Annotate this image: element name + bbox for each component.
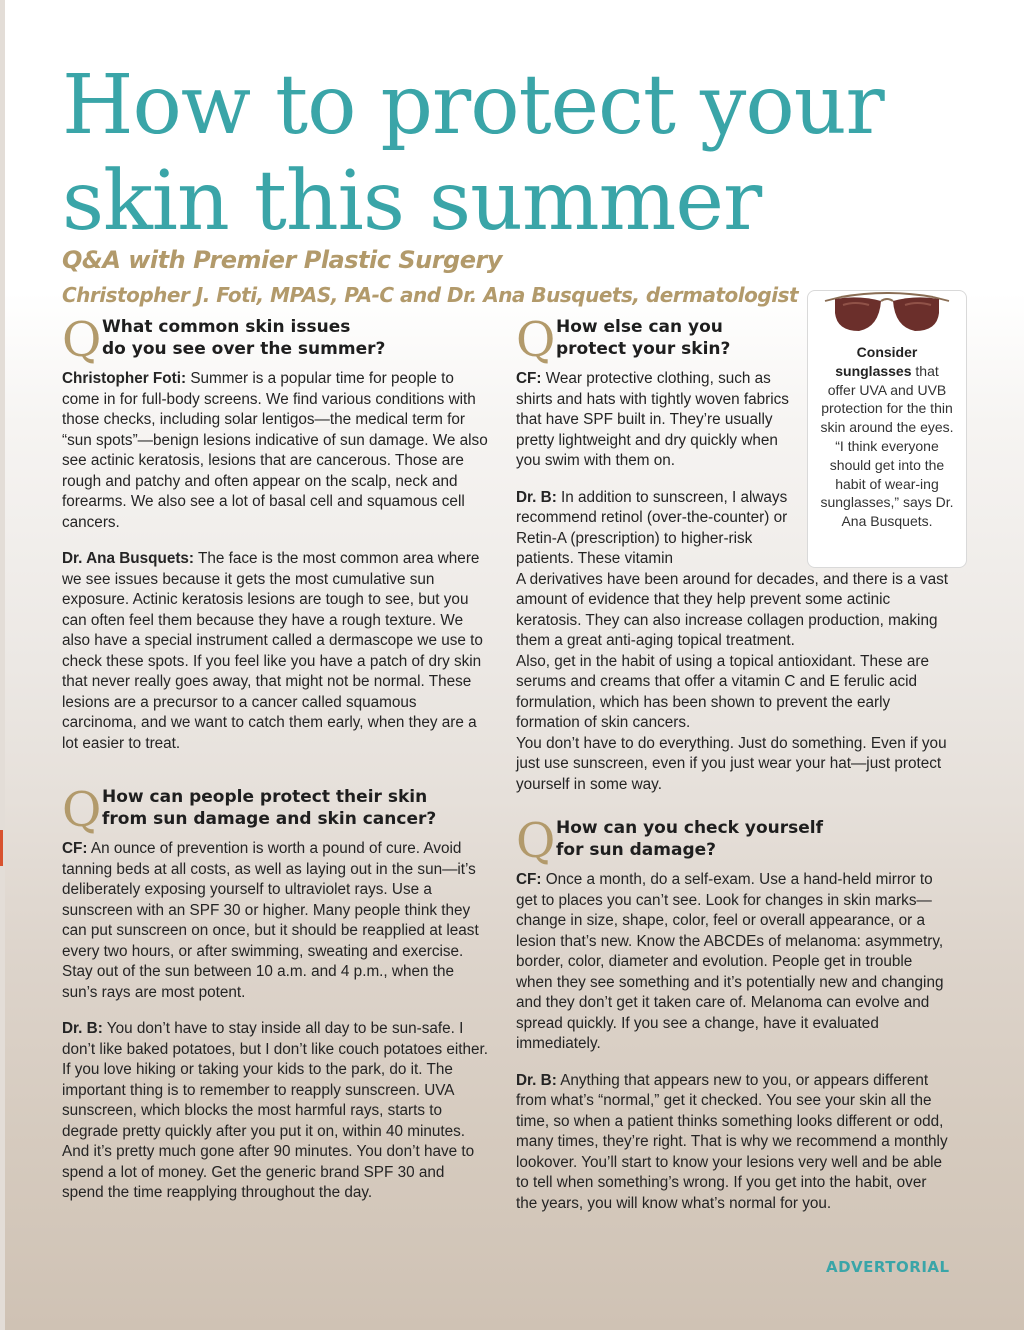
answer-text: You don’t have to stay inside all day to be sun-safe. I don’t like baked potatoes, but I don’t like couch potatoes either. If you love hiking or taking your kids to the park, do it. The important thing is to remember to reapply sunscreen. UVA sunscreen, which blocks the most harmful rays, starts to degrade pretty quickly after you put it on, within 40 minutes. And it’s pretty much gone after 90 minutes. You don’t have to spend a lot of money. Get the generic brand SPF 30 and spend the time reapplying throughout the day.: [62, 1020, 489, 1201]
answer-text: Anything that appears new to you, or appears different from what’s “normal,” get it checked. You see your skin all the time, so when a patient thinks something looks different or odd, many times, they’re right. That is why we recommend a monthly lookover. You’ll start to know your lesions very well and be able to tell when something’s wrong. If you get into the habit, over the years, you will know what’s normal for you.: [516, 1071, 948, 1212]
answer-paragraph: [516, 1071, 948, 1215]
callout-body: that offer UVA and UVB protection for the thin skin around the eyes. “I think everyone should get into the habit of wear-ing sunglasses,” says Dr. Ana Busquets.: [820, 362, 954, 530]
answer-paragraph: Also, get in the habit of using a topical antioxidant. These are serums and creams that offer a vitamin C and E ferulic acid formulation, which has been shown to prevent the early formation of skin cancers.: [516, 652, 930, 731]
answer-paragraph: [62, 369, 490, 533]
byline: Christopher J. Foti, MPAS, PA-C and Dr. Ana Busquets, dermatologist: [62, 283, 799, 307]
page-edge-mark: [0, 830, 3, 866]
answer-paragraph: [62, 549, 490, 754]
speaker-label: Dr. B:: [62, 1020, 103, 1037]
answer-text: In addition to sunscreen, I always recommend retinol (over-the-counter) or Retin-A (prescription) to higher-risk patients. These vitamin: [516, 488, 788, 567]
answer-text: Wear protective clothing, such as shirts and hats with tightly woven fabrics that have SPF built in. They’re usually pretty lightweight and dry quickly when you swim with them on.: [516, 370, 789, 469]
question-text: [102, 316, 385, 360]
question-heading: [62, 782, 490, 838]
answer-paragraph: A derivatives have been around for decades, and there is a vast amount of evidence that they help prevent some actinic keratosis. They can also increase collagen production, making them a great anti-aging topical treatment.: [516, 570, 948, 649]
question-line: protect your skin?: [556, 339, 731, 359]
advertorial-label: ADVERTORIAL: [826, 1258, 950, 1276]
sunglasses-icon: [821, 287, 953, 337]
answer-paragraph: [62, 839, 490, 1003]
callout-text: [808, 337, 966, 531]
question-text: [556, 817, 823, 861]
question-text: [556, 316, 730, 360]
question-line: for sun damage?: [556, 840, 717, 860]
question-line: How else can you: [556, 317, 723, 337]
answer-text: Once a month, do a self-exam. Use a hand-held mirror to get to places you can’t see. Look for changes in skin marks—change in size, shape, color, feel or overall appearance, or a lesion that’s new. Know the ABCDEs of melanoma: asymmetry, border, color, diameter and evolution. People get in trouble when they see something and it’s potentially new and changing and they don’t get it taken care of. Melanoma can evolve and spread quickly. If you see a change, have it evaluated immediately.: [516, 871, 944, 1052]
subtitle: Q&A with Premier Plastic Surgery: [62, 246, 502, 274]
callout-bold: Consider sunglasses: [835, 344, 918, 379]
answer-paragraph: [516, 369, 796, 472]
answer-paragraph: You don’t have to do everything. Just do something. Even if you just use sunscreen, even if you just wear your hat—just protect yourself in some way.: [516, 734, 947, 793]
answer-paragraph: [62, 1019, 490, 1204]
title-line: How to protect your: [62, 58, 884, 153]
sunglasses-callout: [807, 290, 967, 568]
q-mark: Q: [62, 312, 102, 368]
q-mark: Q: [516, 312, 556, 368]
answer-text: An ounce of prevention is worth a pound of cure. Avoid tanning beds at all costs, as well as laying out in the sun—it’s deliberately exposing yourself to ultraviolet rays. Use a sunscreen with an SPF 30 or higher. Many people think they can put sunscreen on once, but it should be reapplied at least every two hours, or after swimming, sweating and exercise. Stay out of the sun between 10 a.m. and 4 p.m., when the sun’s rays are most potent.: [62, 840, 479, 1001]
question-heading: [516, 813, 948, 869]
speaker-label: Dr. B:: [516, 488, 557, 506]
speaker-label: CF:: [516, 370, 542, 387]
speaker-label: Christopher Foti:: [62, 370, 187, 387]
answer-text: Summer is a popular time for people to come in for full-body screens. We find various conditions with those checks, including solar lentigos—the medical term for “sun spots”—benign lesions indicative of sun damage. We also see actinic keratosis, lesions that are cancerous. Those are rough and patchy and often appear on the scalp, neck and forearms. We also see a lot of basal cell and squamous cell cancers.: [62, 370, 488, 531]
answer-paragraph: [516, 488, 796, 570]
answer-text: The face is the most common area where we see issues because it gets the most cumulative sun exposure. Actinic keratosis lesions are tough to see, but you can often feel them because they have a rough texture. We also have a special instrument called a dermascope we use to check these spots. If you feel like you have a patch of dry skin that never really goes away, that might not be normal. These lesions are a precursor to a cancer called squamous carcinoma, and we want to catch them early, when they are a lot easier to treat.: [62, 550, 483, 752]
question-line: How can people protect their skin: [102, 787, 428, 807]
title-line: skin this summer: [62, 154, 762, 249]
question-line: What common skin issues: [102, 317, 351, 337]
q-mark: Q: [62, 782, 102, 838]
question-text: [102, 786, 436, 830]
question-line: How can you check yourself: [556, 818, 824, 838]
page-title: [62, 58, 884, 250]
speaker-label: CF:: [62, 840, 88, 857]
question-line: from sun damage and skin cancer?: [102, 809, 437, 829]
speaker-label: Dr. Ana Busquets:: [62, 550, 195, 567]
speaker-label: Dr. B:: [516, 1071, 557, 1089]
question-line: do you see over the summer?: [102, 339, 386, 359]
page-edge: [0, 0, 5, 1330]
speaker-label: CF:: [516, 871, 542, 888]
left-column: [62, 312, 490, 1220]
question-heading: [62, 312, 490, 368]
answer-paragraph: [516, 870, 948, 1055]
q-mark: Q: [516, 813, 556, 869]
